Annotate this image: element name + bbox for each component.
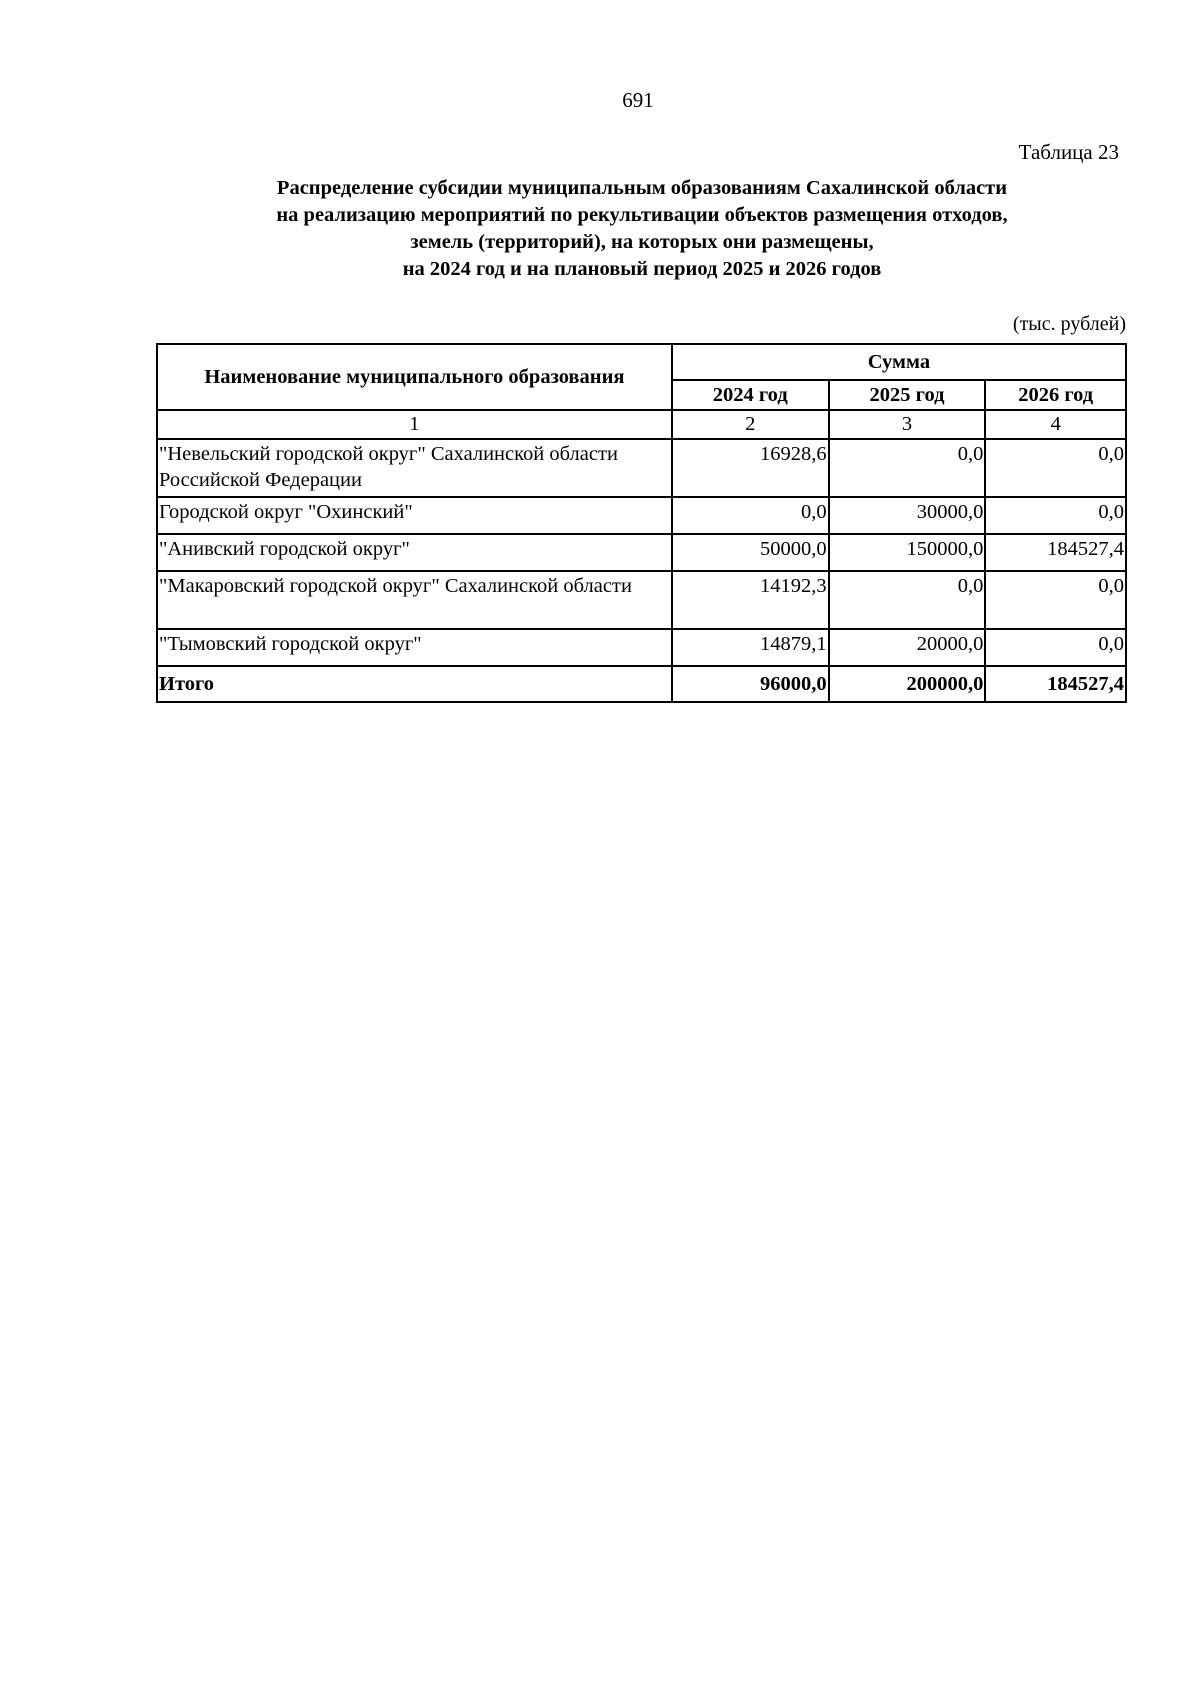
value-2025: 20000,0: [829, 629, 986, 666]
total-label: Итого: [157, 666, 672, 702]
municipality-name: "Макаровский городской округ" Сахалинской области: [157, 571, 672, 629]
title-line-4: на 2024 год и на плановый период 2025 и 2026 годов: [402, 258, 882, 280]
value-2024: 16928,6: [672, 439, 829, 497]
subsidy-table: [156, 343, 1127, 703]
title-line-2: на реализацию мероприятий по рекультивации объектов размещения отходов,: [276, 204, 1008, 226]
header-row: [157, 344, 1126, 380]
municipality-name: "Невельский городской округ" Сахалинской области Российской Федерации: [157, 439, 672, 497]
value-2025: 0,0: [829, 571, 986, 629]
units-label: (тыс. рублей): [1012, 313, 1126, 335]
value-2025: 0,0: [829, 439, 986, 497]
column-number: 1: [157, 410, 672, 439]
total-2026: 184527,4: [985, 666, 1126, 702]
municipality-name: "Анивский городской округ": [157, 534, 672, 571]
value-2024: 14879,1: [672, 629, 829, 666]
table-row: [157, 439, 1126, 497]
value-2026: 0,0: [985, 439, 1126, 497]
table-row: [157, 534, 1126, 571]
title-line-1: Распределение субсидии муниципальным образованиям Сахалинской области: [276, 177, 1008, 199]
header-year-2025: 2025 год: [829, 380, 986, 410]
header-sum: Сумма: [672, 344, 1126, 380]
header-year-2024: 2024 год: [672, 380, 829, 410]
value-2024: 14192,3: [672, 571, 829, 629]
value-2026: 0,0: [985, 629, 1126, 666]
column-number: 3: [829, 410, 986, 439]
table-row: [157, 629, 1126, 666]
column-number-row: [157, 410, 1126, 439]
header-year-2026: 2026 год: [985, 380, 1126, 410]
column-number: 4: [985, 410, 1126, 439]
value-2024: 0,0: [672, 497, 829, 534]
total-2024: 96000,0: [672, 666, 829, 702]
column-number: 2: [672, 410, 829, 439]
header-name: Наименование муниципального образования: [157, 344, 672, 410]
value-2024: 50000,0: [672, 534, 829, 571]
table-label: Таблица 23: [1018, 140, 1119, 164]
table-row: [157, 497, 1126, 534]
table-row: [157, 571, 1126, 629]
value-2025: 30000,0: [829, 497, 986, 534]
value-2026: 184527,4: [985, 534, 1126, 571]
municipality-name: "Тымовский городской округ": [157, 629, 672, 666]
page-number: 691: [622, 88, 654, 112]
value-2026: 0,0: [985, 497, 1126, 534]
municipality-name: Городской округ "Охинский": [157, 497, 672, 534]
total-2025: 200000,0: [829, 666, 986, 702]
title-line-3: земель (территорий), на которых они размещены,: [410, 231, 874, 253]
total-row: [157, 666, 1126, 702]
value-2025: 150000,0: [829, 534, 986, 571]
value-2026: 0,0: [985, 571, 1126, 629]
document-title: [150, 175, 1134, 283]
